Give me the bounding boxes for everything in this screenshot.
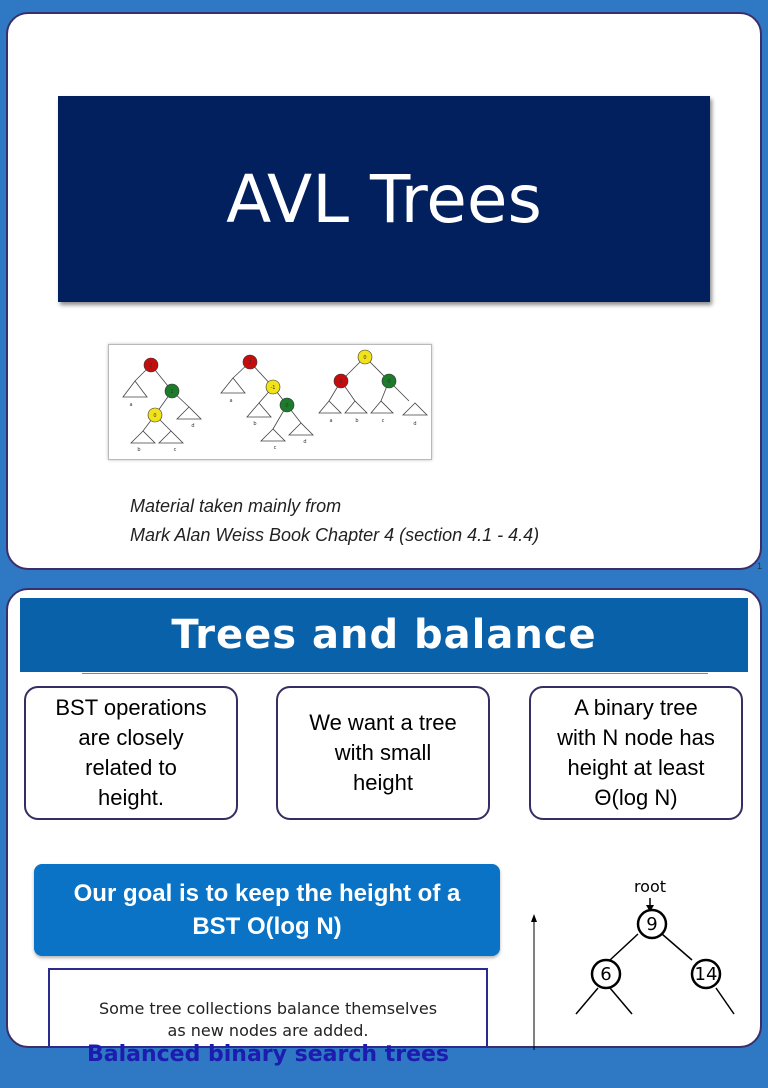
card-text: We want a tree with small height [309, 710, 457, 795]
svg-text:0: 0 [153, 413, 157, 419]
svg-text:b: b [137, 447, 141, 453]
svg-text:2: 2 [248, 360, 252, 366]
bst-node-label: 14 [694, 964, 718, 985]
slide-header [20, 598, 748, 672]
slide-title: Trees and balance [171, 612, 597, 658]
bst-diagram [518, 877, 764, 1050]
title-box [58, 96, 710, 302]
bst-node-label: 6 [600, 964, 612, 985]
svg-text:0: 0 [387, 379, 391, 385]
goal-box: Our goal is to keep the height of a BST O(log N) [34, 864, 500, 956]
card-small-height [276, 686, 490, 820]
divider [82, 673, 708, 674]
axis-arrow-icon [531, 914, 537, 922]
card-bst-operations [24, 686, 238, 820]
bst-node-label: 9 [646, 914, 658, 935]
slide-title: AVL Trees [226, 160, 542, 238]
note-bold-text: Balanced binary search trees [86, 1042, 450, 1067]
svg-text:0: 0 [285, 403, 289, 409]
svg-text:c: c [381, 418, 385, 424]
svg-text:0: 0 [363, 355, 367, 361]
svg-text:0: 0 [339, 379, 343, 385]
svg-text:-1: -1 [270, 385, 276, 391]
svg-text:a: a [329, 418, 333, 424]
card-text: BST operations are closely related to height. [55, 695, 207, 810]
material-source-text [130, 492, 539, 550]
page-number: 1 [756, 561, 762, 571]
svg-text:2: 2 [149, 363, 153, 369]
avl-trees-figure [108, 344, 432, 460]
card-text: A binary tree with N node has height at least Θ(log N) [557, 695, 715, 810]
note-text: Some tree collections balance themselves as new nodes are added. [98, 999, 438, 1040]
card-height-bound [529, 686, 743, 820]
root-label: root [633, 877, 667, 896]
svg-text:b: b [355, 418, 359, 424]
material-line-1: Material taken mainly from [130, 496, 342, 516]
svg-text:1: 1 [170, 389, 174, 395]
svg-text:a: a [129, 402, 133, 408]
avl-trees-svg [109, 345, 431, 459]
svg-text:b: b [253, 421, 257, 427]
svg-text:c: c [273, 445, 277, 451]
slide-1 [6, 12, 762, 570]
svg-text:d: d [191, 423, 195, 429]
svg-text:d: d [303, 439, 307, 445]
slide-2 [6, 588, 762, 1067]
svg-text:a: a [229, 398, 233, 404]
svg-text:d: d [413, 421, 417, 427]
material-line-2: Mark Alan Weiss Book Chapter 4 (section 4.1 - 4.4) [130, 525, 540, 545]
svg-text:c: c [173, 447, 177, 453]
note-box [48, 968, 488, 1067]
